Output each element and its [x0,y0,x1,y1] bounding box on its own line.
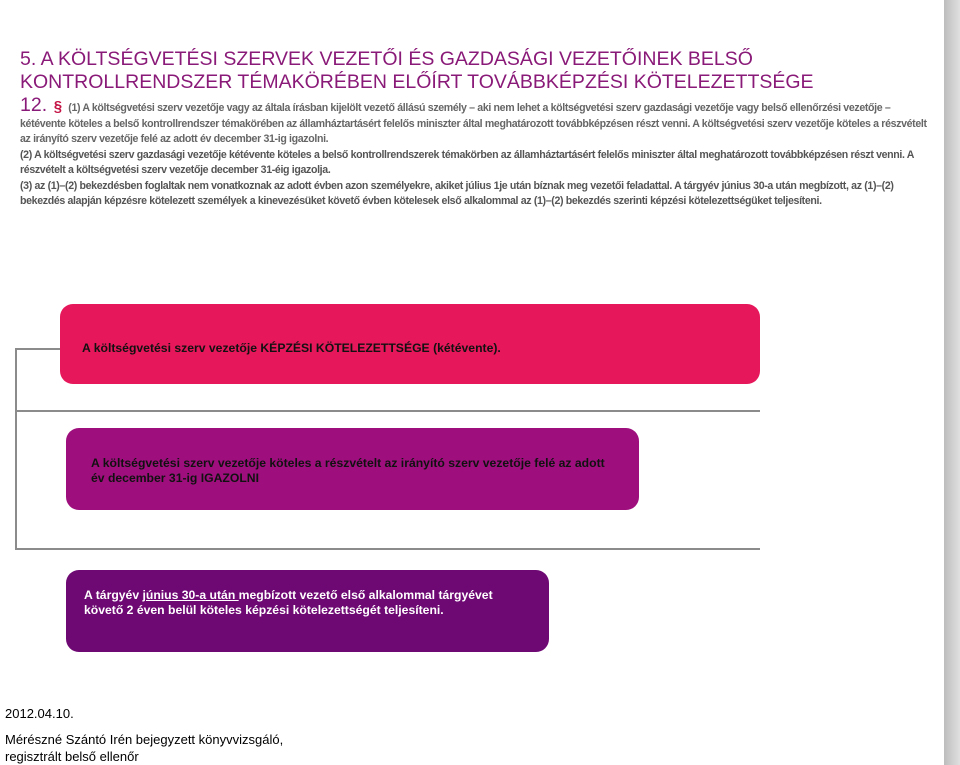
right-edge-bar [944,0,960,765]
box3-text-start: A tárgyév [84,588,143,602]
title-line-2: KONTROLLRENDSZER TÉMAKÖRÉBEN ELŐÍRT TOVÁBBKÉPZÉSI KÖTELEZETTSÉGE [20,71,814,93]
legal-paragraph-1 [20,94,935,148]
obligation-box-training-text: A költségvetési szerv vezetője KÉPZÉSI KÖTELEZETTSÉGE (kétévente). [82,341,501,355]
legal-paragraph-2: (2) A költségvetési szerv gazdasági vezetője kétévente köteles a belső kontrollrendszerek témakörben az államháztartásért felelős miniszter által meghatározott továbbképzésen részt venni. A részvételt a költségvetési szerv vezetője december 31-éig igazolja. [20,148,914,176]
page-title [20,48,920,94]
obligation-box-certify [66,428,639,510]
obligation-box-new-appointee-text [84,588,514,618]
section-number: 12. [20,94,48,116]
title-line-1: 5. A KÖLTSÉGVETÉSI SZERVEK VEZETŐI ÉS GAZDASÁGI VEZETŐINEK BELSŐ [20,48,753,70]
legal-paragraph-1-text: (1) A költségvetési szerv vezetője vagy az általa írásban kijelölt vezető állású személy – aki nem lehet a költségvetési szerv gazdasági vezetője vagy belső ellenőrzési vezetője – kétévente köteles a belső kontrollrendszer témakörében az államháztartásért felelős miniszter által meghatározott továbbképzésen részt venni. A költségvetési szerv vezetője köteles a részvételt az irányító szerv vezetője felé az adott év december 31-ig igazolni. [20,102,927,145]
footer-author: Mérészné Szántó Irén bejegyzett könyvvizsgáló, regisztrált belső ellenőr [5,732,284,764]
connector-vertical [15,348,17,548]
legal-paragraph-3: (3) az (1)–(2) bekezdésben foglaltak nem vonatkoznak az adott évben azon személyekre, akiket július 1je után bíznak meg vezetői feladattal. A tárgyév június 30-a után megbízott, az (1)–(2) bekezdés alapján képzésre kötelezett személyek a kinevezésüket követő évben kötelesek első alkalommal az (1)–(2) bekezdés szerinti képzési kötelezettségüket teljesíteni. [20,179,894,207]
obligation-box-certify-text: A költségvetési szerv vezetője köteles a részvételt az irányító szerv vezetője felé az adott év december 31-ig IGAZOLNI [91,456,605,485]
box3-text-end: megbízott vezető első alkalommal tárgyévet követő 2 éven belül köteles képzési kötelezettségét teljesíteni. [84,588,493,617]
obligation-diagram [15,300,760,660]
connector-top [15,348,60,350]
section-sign: § [53,98,62,115]
box3-underlined-date: június 30-a után [142,588,239,602]
connector-bottom [15,548,760,550]
connector-middle [15,410,760,412]
obligation-box-training [60,304,760,384]
obligation-box-new-appointee [66,570,549,652]
footer-date: 2012.04.10. [5,706,74,721]
legal-text [20,94,935,210]
